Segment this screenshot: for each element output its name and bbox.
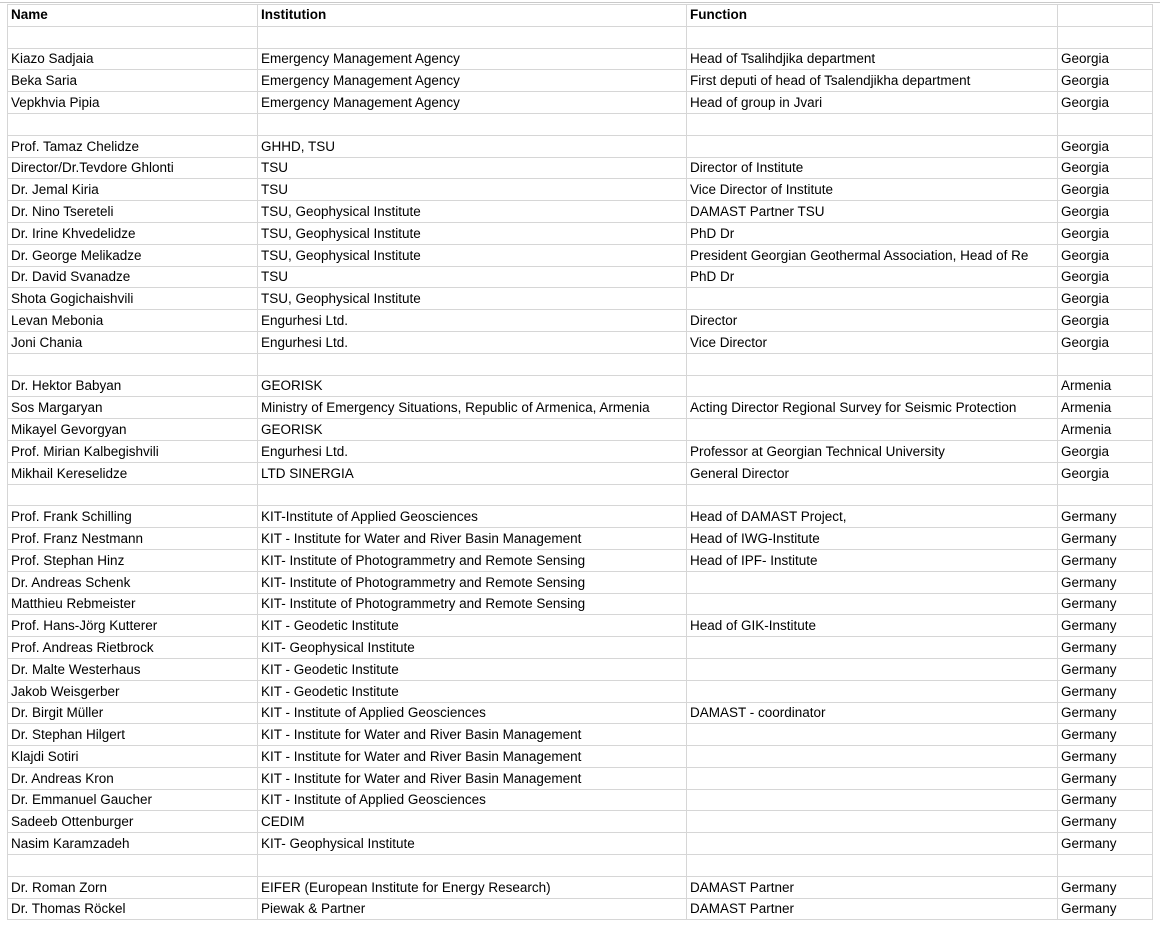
cell-function[interactable] [687, 288, 1058, 310]
cell-country[interactable]: Germany [1058, 593, 1153, 615]
table-row [8, 48, 1153, 70]
table-row [8, 113, 1153, 135]
table-row [8, 331, 1153, 353]
cell-country[interactable]: Germany [1058, 746, 1153, 768]
cell-name[interactable]: Dr. Jemal Kiria [8, 179, 258, 201]
cell-function[interactable]: Vice Director [687, 331, 1058, 353]
cell-name[interactable]: Prof. Andreas Rietbrock [8, 637, 258, 659]
table-row [8, 484, 1153, 506]
header-row [8, 5, 1153, 27]
cell-institution[interactable]: KIT- Geophysical Institute [258, 833, 687, 855]
table-row [8, 201, 1153, 223]
table-row [8, 397, 1153, 419]
cell-name[interactable]: Prof. Hans-Jörg Kutterer [8, 615, 258, 637]
cell-name[interactable]: Mikayel Gevorgyan [8, 419, 258, 441]
cell-name[interactable]: Dr. Andreas Kron [8, 767, 258, 789]
table-row [8, 353, 1153, 375]
cell-name[interactable]: Prof. Franz Nestmann [8, 528, 258, 550]
cell-institution[interactable] [258, 26, 687, 48]
cell-country[interactable] [1058, 26, 1153, 48]
table-row [8, 549, 1153, 571]
cell-institution[interactable]: KIT- Geophysical Institute [258, 637, 687, 659]
cell-function[interactable]: Director of Institute [687, 157, 1058, 179]
cell-name[interactable]: Matthieu Rebmeister [8, 593, 258, 615]
cell-function[interactable]: Head of IPF- Institute [687, 549, 1058, 571]
table-row [8, 506, 1153, 528]
cell-function[interactable] [687, 113, 1058, 135]
cell-name[interactable]: Director/Dr.Tevdore Ghlonti [8, 157, 258, 179]
cell-name[interactable]: Dr. David Svanadze [8, 266, 258, 288]
table-row [8, 310, 1153, 332]
cell-country[interactable]: Georgia [1058, 201, 1153, 223]
cell-name[interactable]: Beka Saria [8, 70, 258, 92]
cell-function[interactable] [687, 658, 1058, 680]
cell-name[interactable] [8, 113, 258, 135]
table-row [8, 855, 1153, 877]
cell-institution[interactable]: Engurhesi Ltd. [258, 310, 687, 332]
table-row [8, 157, 1153, 179]
cell-name[interactable]: Dr. Birgit Müller [8, 702, 258, 724]
table-row [8, 898, 1153, 920]
cell-name[interactable]: Prof. Stephan Hinz [8, 549, 258, 571]
cell-name[interactable]: Nasim Karamzadeh [8, 833, 258, 855]
cell-institution[interactable]: KIT - Institute for Water and River Basin Management [258, 528, 687, 550]
cell-function[interactable] [687, 811, 1058, 833]
cell-name[interactable]: Sadeeb Ottenburger [8, 811, 258, 833]
cell-function[interactable] [687, 593, 1058, 615]
cell-function[interactable]: Head of IWG-Institute [687, 528, 1058, 550]
cell-country[interactable]: Armenia [1058, 419, 1153, 441]
cell-function[interactable]: PhD Dr [687, 266, 1058, 288]
cell-institution[interactable]: KIT - Institute for Water and River Basin Management [258, 767, 687, 789]
cell-function[interactable] [687, 724, 1058, 746]
cell-name[interactable]: Vepkhvia Pipia [8, 92, 258, 114]
column-header-country[interactable] [1058, 5, 1153, 27]
cell-function[interactable] [687, 26, 1058, 48]
cell-country[interactable]: Germany [1058, 615, 1153, 637]
cell-institution[interactable]: KIT - Institute for Water and River Basin Management [258, 724, 687, 746]
cell-country[interactable]: Georgia [1058, 266, 1153, 288]
cell-country[interactable]: Georgia [1058, 331, 1153, 353]
cell-institution[interactable]: Piewak & Partner [258, 898, 687, 920]
table-row [8, 637, 1153, 659]
cell-name[interactable]: Sos Margaryan [8, 397, 258, 419]
table-row [8, 288, 1153, 310]
cell-institution[interactable]: KIT-Institute of Applied Geosciences [258, 506, 687, 528]
cell-country[interactable]: Armenia [1058, 375, 1153, 397]
cell-function[interactable] [687, 571, 1058, 593]
table-row [8, 70, 1153, 92]
cell-name[interactable]: Jakob Weisgerber [8, 680, 258, 702]
table-row [8, 876, 1153, 898]
cell-country[interactable]: Georgia [1058, 222, 1153, 244]
cell-function[interactable] [687, 419, 1058, 441]
cell-institution[interactable]: Emergency Management Agency [258, 48, 687, 70]
cell-country[interactable]: Germany [1058, 506, 1153, 528]
column-header-name[interactable]: Name [8, 5, 258, 27]
cell-name[interactable]: Dr. Thomas Röckel [8, 898, 258, 920]
table-row [8, 767, 1153, 789]
cell-name[interactable]: Dr. Nino Tsereteli [8, 201, 258, 223]
cell-name[interactable]: Dr. Irine Khvedelidze [8, 222, 258, 244]
cell-institution[interactable]: TSU, Geophysical Institute [258, 288, 687, 310]
cell-function[interactable]: Director [687, 310, 1058, 332]
cell-country[interactable]: Germany [1058, 811, 1153, 833]
table-row [8, 419, 1153, 441]
cell-country[interactable]: Georgia [1058, 244, 1153, 266]
cell-country[interactable]: Germany [1058, 724, 1153, 746]
table-row [8, 26, 1153, 48]
table-row [8, 789, 1153, 811]
cell-country[interactable]: Georgia [1058, 179, 1153, 201]
cell-institution[interactable]: TSU [258, 157, 687, 179]
cell-function[interactable] [687, 767, 1058, 789]
cell-name[interactable]: Dr. Emmanuel Gaucher [8, 789, 258, 811]
table-row [8, 658, 1153, 680]
cell-name[interactable]: Dr. Malte Westerhaus [8, 658, 258, 680]
cell-country[interactable]: Germany [1058, 702, 1153, 724]
cell-institution[interactable]: KIT - Geodetic Institute [258, 680, 687, 702]
cell-function[interactable] [687, 353, 1058, 375]
cell-name[interactable]: Levan Mebonia [8, 310, 258, 332]
cell-country[interactable] [1058, 353, 1153, 375]
table-row [8, 244, 1153, 266]
cell-institution[interactable]: KIT - Geodetic Institute [258, 658, 687, 680]
cell-institution[interactable]: LTD SINERGIA [258, 462, 687, 484]
cell-name[interactable]: Mikhail Kereselidze [8, 462, 258, 484]
cell-institution[interactable] [258, 353, 687, 375]
cell-country[interactable]: Georgia [1058, 310, 1153, 332]
cell-function[interactable] [687, 375, 1058, 397]
cell-function[interactable]: DAMAST - coordinator [687, 702, 1058, 724]
table-row [8, 615, 1153, 637]
cell-institution[interactable] [258, 855, 687, 877]
cell-institution[interactable]: KIT - Institute of Applied Geosciences [258, 789, 687, 811]
cell-function[interactable]: DAMAST Partner [687, 876, 1058, 898]
cell-institution[interactable] [258, 484, 687, 506]
cell-country[interactable] [1058, 113, 1153, 135]
table-row [8, 440, 1153, 462]
cell-country[interactable]: Georgia [1058, 288, 1153, 310]
cell-institution[interactable]: KIT- Institute of Photogrammetry and Remote Sensing [258, 593, 687, 615]
cell-name[interactable]: Dr. Andreas Schenk [8, 571, 258, 593]
cell-name[interactable]: Dr. Hektor Babyan [8, 375, 258, 397]
cell-institution[interactable]: KIT- Institute of Photogrammetry and Remote Sensing [258, 571, 687, 593]
cell-institution[interactable]: CEDIM [258, 811, 687, 833]
cell-function[interactable] [687, 135, 1058, 157]
cell-function[interactable]: Head of DAMAST Project, [687, 506, 1058, 528]
cell-country[interactable]: Georgia [1058, 70, 1153, 92]
cell-function[interactable]: Acting Director Regional Survey for Seismic Protection [687, 397, 1058, 419]
cell-function[interactable]: Professor at Georgian Technical University [687, 440, 1058, 462]
cell-institution[interactable]: KIT - Geodetic Institute [258, 615, 687, 637]
cell-institution[interactable]: KIT - Institute of Applied Geosciences [258, 702, 687, 724]
cell-country[interactable] [1058, 484, 1153, 506]
cell-function[interactable]: Head of GIK-Institute [687, 615, 1058, 637]
top-border [0, 2, 1160, 3]
cell-name[interactable]: Prof. Frank Schilling [8, 506, 258, 528]
cell-country[interactable]: Germany [1058, 789, 1153, 811]
table-row [8, 833, 1153, 855]
cell-function[interactable]: Head of Tsalihdjika department [687, 48, 1058, 70]
table-row [8, 593, 1153, 615]
cell-institution[interactable]: Ministry of Emergency Situations, Republic of Armenica, Armenia [258, 397, 687, 419]
table-row [8, 571, 1153, 593]
cell-function[interactable]: DAMAST Partner TSU [687, 201, 1058, 223]
column-header-institution[interactable]: Institution [258, 5, 687, 27]
cell-institution[interactable]: TSU, Geophysical Institute [258, 201, 687, 223]
cell-institution[interactable]: Engurhesi Ltd. [258, 331, 687, 353]
cell-country[interactable] [1058, 855, 1153, 877]
cell-institution[interactable]: KIT - Institute for Water and River Basin Management [258, 746, 687, 768]
table-row [8, 135, 1153, 157]
table-row [8, 92, 1153, 114]
table-row [8, 179, 1153, 201]
cell-country[interactable]: Germany [1058, 658, 1153, 680]
cell-institution[interactable]: GEORISK [258, 375, 687, 397]
cell-function[interactable] [687, 680, 1058, 702]
cell-institution[interactable]: EIFER (European Institute for Energy Research) [258, 876, 687, 898]
table-body [8, 26, 1153, 920]
table-row [8, 375, 1153, 397]
cell-name[interactable]: Klajdi Sotiri [8, 746, 258, 768]
cell-function[interactable]: Vice Director of Institute [687, 179, 1058, 201]
cell-name[interactable]: Dr. George Melikadze [8, 244, 258, 266]
cell-name[interactable] [8, 26, 258, 48]
cell-function[interactable]: General Director [687, 462, 1058, 484]
cell-function[interactable] [687, 789, 1058, 811]
cell-name[interactable] [8, 353, 258, 375]
cell-function[interactable] [687, 637, 1058, 659]
cell-function[interactable]: Head of group in Jvari [687, 92, 1058, 114]
cell-name[interactable] [8, 484, 258, 506]
table-row [8, 680, 1153, 702]
cell-name[interactable] [8, 855, 258, 877]
cell-country[interactable]: Germany [1058, 637, 1153, 659]
cell-country[interactable]: Germany [1058, 876, 1153, 898]
cell-institution[interactable]: TSU, Geophysical Institute [258, 222, 687, 244]
cell-institution[interactable]: GHHD, TSU [258, 135, 687, 157]
cell-institution[interactable]: Emergency Management Agency [258, 92, 687, 114]
cell-country[interactable]: Georgia [1058, 92, 1153, 114]
cell-name[interactable]: Dr. Roman Zorn [8, 876, 258, 898]
cell-name[interactable]: Shota Gogichaishvili [8, 288, 258, 310]
table-row [8, 724, 1153, 746]
cell-institution[interactable]: KIT- Institute of Photogrammetry and Remote Sensing [258, 549, 687, 571]
cell-country[interactable]: Germany [1058, 571, 1153, 593]
cell-institution[interactable]: Engurhesi Ltd. [258, 440, 687, 462]
cell-country[interactable]: Germany [1058, 549, 1153, 571]
table-row [8, 222, 1153, 244]
cell-name[interactable]: Prof. Mirian Kalbegishvili [8, 440, 258, 462]
cell-country[interactable]: Germany [1058, 528, 1153, 550]
table-row [8, 746, 1153, 768]
cell-function[interactable]: President Georgian Geothermal Association, Head of Re [687, 244, 1058, 266]
cell-function[interactable] [687, 484, 1058, 506]
cell-function[interactable] [687, 746, 1058, 768]
column-header-function[interactable]: Function [687, 5, 1058, 27]
cell-country[interactable]: Georgia [1058, 48, 1153, 70]
cell-name[interactable]: Dr. Stephan Hilgert [8, 724, 258, 746]
participants-table [7, 4, 1153, 920]
cell-institution[interactable]: Emergency Management Agency [258, 70, 687, 92]
cell-institution[interactable] [258, 113, 687, 135]
cell-country[interactable]: Germany [1058, 898, 1153, 920]
cell-country[interactable]: Armenia [1058, 397, 1153, 419]
table-row [8, 266, 1153, 288]
table-row [8, 811, 1153, 833]
cell-institution[interactable]: TSU, Geophysical Institute [258, 244, 687, 266]
cell-country[interactable]: Georgia [1058, 157, 1153, 179]
cell-country[interactable]: Germany [1058, 680, 1153, 702]
cell-institution[interactable]: TSU [258, 266, 687, 288]
cell-country[interactable]: Georgia [1058, 135, 1153, 157]
cell-function[interactable] [687, 855, 1058, 877]
cell-country[interactable]: Germany [1058, 833, 1153, 855]
cell-country[interactable]: Georgia [1058, 462, 1153, 484]
cell-function[interactable]: PhD Dr [687, 222, 1058, 244]
table-row [8, 462, 1153, 484]
cell-name[interactable]: Prof. Tamaz Chelidze [8, 135, 258, 157]
cell-institution[interactable]: GEORISK [258, 419, 687, 441]
table-row [8, 528, 1153, 550]
cell-function[interactable]: First deputi of head of Tsalendjikha department [687, 70, 1058, 92]
table-row [8, 702, 1153, 724]
cell-function[interactable] [687, 833, 1058, 855]
cell-name[interactable]: Joni Chania [8, 331, 258, 353]
cell-function[interactable]: DAMAST Partner [687, 898, 1058, 920]
cell-country[interactable]: Germany [1058, 767, 1153, 789]
cell-institution[interactable]: TSU [258, 179, 687, 201]
cell-name[interactable]: Kiazo Sadjaia [8, 48, 258, 70]
cell-country[interactable]: Georgia [1058, 440, 1153, 462]
